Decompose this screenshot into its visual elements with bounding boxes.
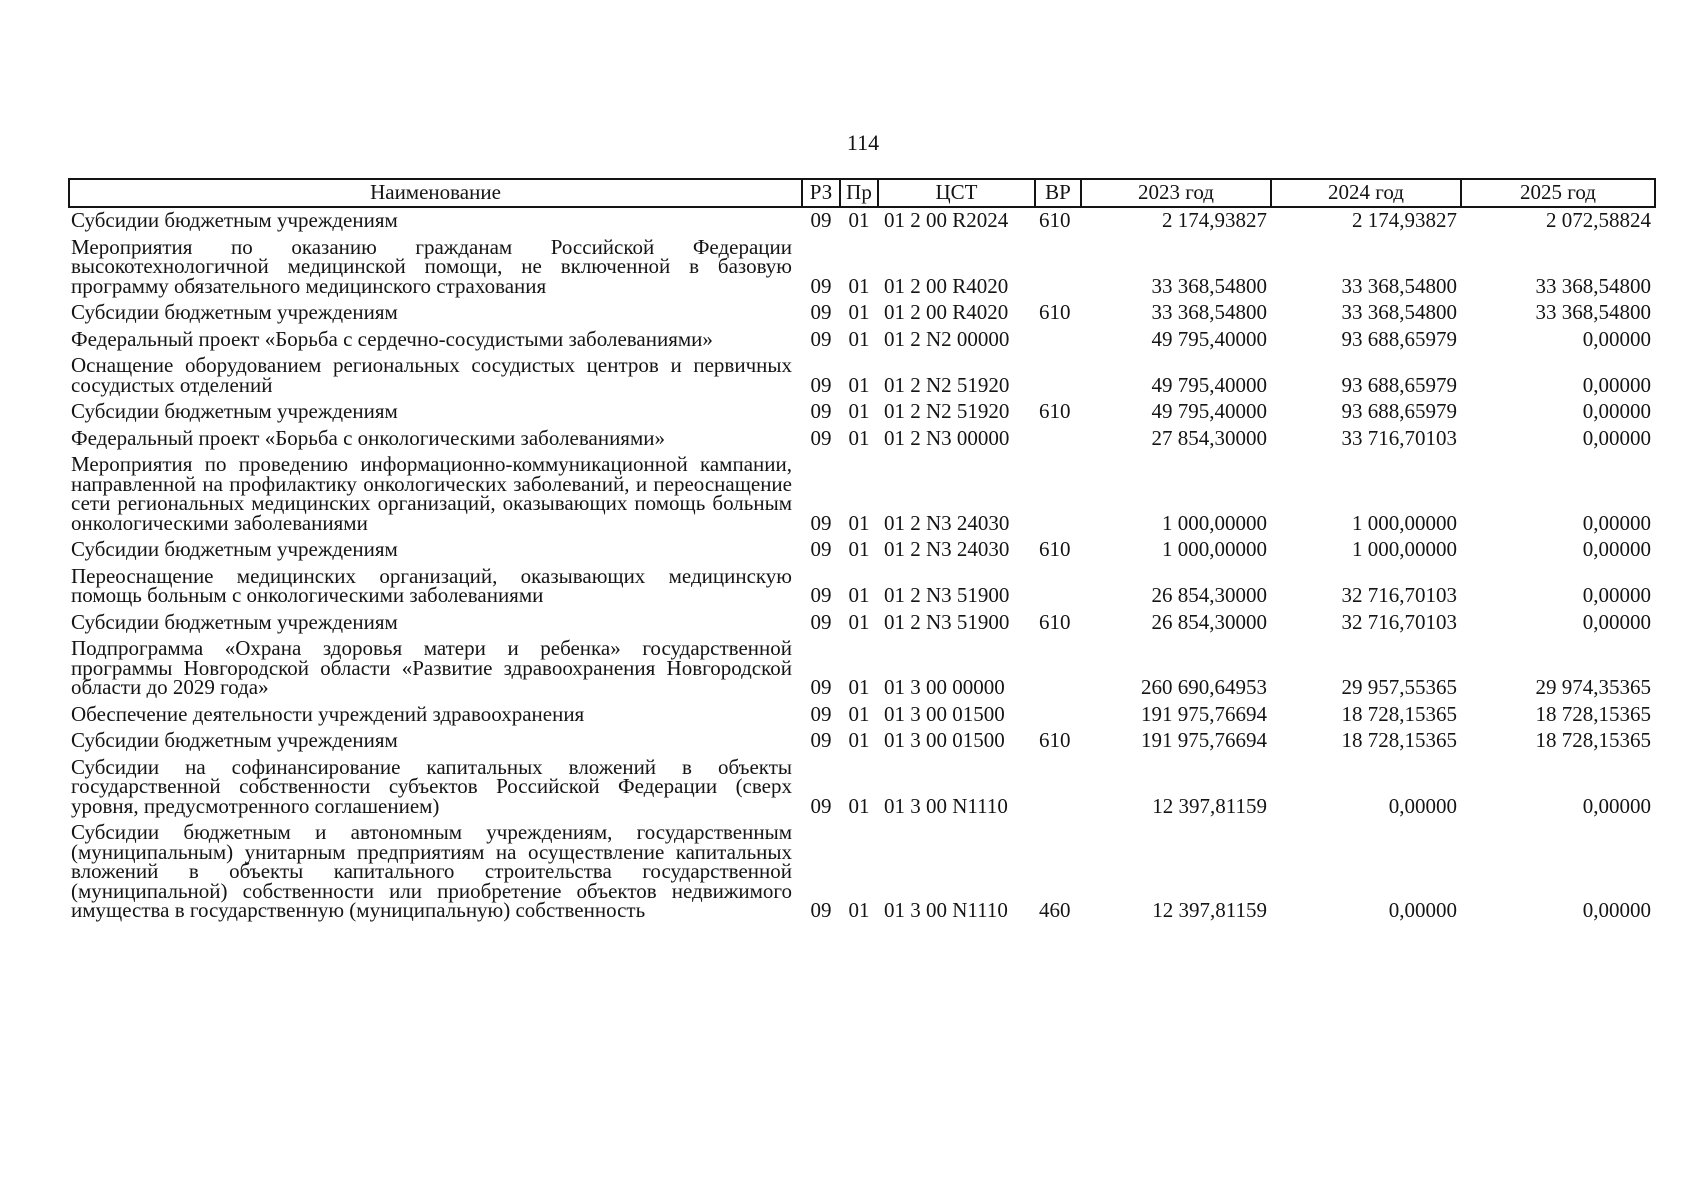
- cell-cst: 01 2 N3 24030: [884, 510, 1010, 535]
- header-2023: 2023 год: [1081, 179, 1271, 207]
- cell-pr: 01: [848, 372, 870, 397]
- cell-2025: 0,00000: [1582, 399, 1651, 423]
- cell-2025: 33 368,54800: [1535, 300, 1651, 324]
- cell-2025: 0,00000: [1582, 583, 1651, 607]
- table-row: [69, 728, 1655, 755]
- table-row: [69, 353, 1655, 399]
- cell-rz: 09: [810, 300, 832, 324]
- cell-cst: 01 2 00 R4020: [884, 273, 1009, 298]
- cell-2025: 0,00000: [1582, 793, 1651, 818]
- cell-vr: [1035, 235, 1081, 301]
- cell-cst: 01 3 00 00000: [884, 675, 1005, 699]
- cell-pr: 01: [848, 898, 870, 922]
- cell-2023: 12 397,81159: [1152, 898, 1267, 922]
- cell-2023: 191 975,76694: [1141, 728, 1267, 752]
- cell-2025: 0,00000: [1582, 425, 1651, 450]
- table-header: [69, 179, 1655, 207]
- cell-2023: 1 000,00000: [1162, 510, 1267, 535]
- cell-2024: 33 716,70103: [1341, 425, 1457, 450]
- cell-2025: 0,00000: [1582, 537, 1651, 561]
- cell-name: Переоснащение медицинских организаций, оказывающих медицинскую помощь больным с онкологическими заболеваниями: [71, 563, 792, 607]
- cell-2023: 26 854,30000: [1151, 609, 1267, 634]
- cell-2023: 33 368,54800: [1151, 273, 1267, 298]
- table-row: [69, 702, 1655, 729]
- cell-2024: 93 688,65979: [1341, 372, 1457, 397]
- cell-2023: 260 690,64953: [1141, 675, 1267, 699]
- table-row: [69, 452, 1655, 537]
- header-rz: РЗ: [802, 179, 840, 207]
- cell-pr: 01: [848, 537, 870, 561]
- cell-2024: 1 000,00000: [1352, 537, 1457, 561]
- cell-vr: 610: [1039, 609, 1071, 634]
- cell-rz: 09: [810, 675, 832, 699]
- cell-2023: 49 795,40000: [1151, 326, 1267, 351]
- cell-vr: [1035, 452, 1081, 537]
- table-row: [69, 426, 1655, 453]
- cell-2023: 12 397,81159: [1152, 793, 1267, 818]
- header-pr: Пр: [840, 179, 878, 207]
- cell-name: Субсидии бюджетным учреждениям: [71, 537, 398, 561]
- cell-2025: 0,00000: [1582, 326, 1651, 351]
- cell-name: Подпрограмма «Охрана здоровья матери и ребенка» государственной программы Новгородской области «Развитие здравоохранения Новгородской области до 2029 года»: [71, 636, 792, 699]
- cell-name: Мероприятия по оказанию гражданам Российской Федерации высокотехнологичной медицинской помощи, не включенной в базовую программу обязательного медицинского страхования: [71, 234, 792, 298]
- cell-cst: 01 2 N3 24030: [884, 537, 1010, 561]
- table-row: [69, 537, 1655, 564]
- table-row: [69, 300, 1655, 327]
- table-row: [69, 564, 1655, 610]
- cell-2024: 18 728,15365: [1341, 728, 1457, 752]
- cell-name: Субсидии бюджетным учреждениям: [71, 399, 398, 423]
- cell-name: Федеральный проект «Борьба с онкологическими заболеваниями»: [71, 425, 665, 450]
- cell-name: Субсидии бюджетным учреждениям: [71, 609, 398, 634]
- cell-pr: 01: [848, 326, 870, 351]
- cell-rz: 09: [810, 510, 832, 535]
- cell-pr: 01: [848, 609, 870, 634]
- table-row: [69, 235, 1655, 301]
- cell-vr: [1035, 755, 1081, 821]
- cell-pr: 01: [848, 793, 870, 818]
- page-number: 114: [846, 130, 880, 155]
- cell-pr: 01: [848, 583, 870, 607]
- cell-2023: 33 368,54800: [1151, 300, 1267, 324]
- cell-2025: 0,00000: [1582, 898, 1651, 922]
- cell-cst: 01 2 N2 51920: [884, 372, 1010, 397]
- table-row: [69, 207, 1655, 235]
- cell-vr: 610: [1039, 300, 1071, 324]
- cell-2024: 32 716,70103: [1341, 583, 1457, 607]
- cell-rz: 09: [810, 399, 832, 423]
- cell-vr: [1035, 564, 1081, 610]
- cell-rz: 09: [810, 326, 832, 351]
- cell-name: Мероприятия по проведению информационно-коммуникационной кампании, направленной на профилактику онкологических заболеваний, и переоснащение сети региональных медицинских организаций, оказывающих помощь больным онкологическими заболеваниями: [71, 452, 792, 535]
- header-name: Наименование: [69, 179, 802, 207]
- cell-cst: 01 3 00 01500: [884, 728, 1005, 752]
- cell-2024: 0,00000: [1388, 793, 1457, 818]
- cell-2023: 191 975,76694: [1141, 701, 1267, 726]
- cell-2025: 18 728,15365: [1535, 728, 1651, 752]
- table-row: [69, 636, 1655, 702]
- cell-rz: 09: [810, 898, 832, 922]
- cell-2023: 2 174,93827: [1162, 208, 1267, 232]
- cell-cst: 01 2 N2 51920: [884, 399, 1010, 423]
- cell-2025: 0,00000: [1582, 510, 1651, 535]
- cell-2025: 29 974,35365: [1535, 675, 1651, 699]
- cell-pr: 01: [848, 728, 870, 752]
- cell-vr: [1035, 636, 1081, 702]
- cell-rz: 09: [810, 372, 832, 397]
- cell-cst: 01 3 00 01500: [884, 701, 1005, 726]
- cell-name: Субсидии бюджетным учреждениям: [71, 728, 398, 752]
- cell-vr: 610: [1039, 537, 1071, 561]
- header-vr: ВР: [1035, 179, 1081, 207]
- cell-2024: 33 368,54800: [1341, 300, 1457, 324]
- cell-2023: 27 854,30000: [1151, 425, 1267, 450]
- cell-vr: 610: [1039, 728, 1071, 752]
- cell-2023: 49 795,40000: [1151, 372, 1267, 397]
- header-cst: ЦСТ: [878, 179, 1035, 207]
- cell-name: Оснащение оборудованием региональных сосудистых центров и первичных сосудистых отделений: [71, 353, 792, 397]
- cell-pr: 01: [848, 208, 870, 232]
- budget-table: [68, 178, 1656, 925]
- cell-cst: 01 3 00 N1110: [884, 898, 1008, 922]
- cell-pr: 01: [848, 675, 870, 699]
- cell-rz: 09: [810, 583, 832, 607]
- cell-rz: 09: [810, 537, 832, 561]
- cell-2024: 33 368,54800: [1341, 273, 1457, 298]
- cell-2024: 29 957,55365: [1341, 675, 1457, 699]
- cell-vr: 460: [1039, 898, 1071, 922]
- cell-rz: 09: [810, 273, 832, 298]
- cell-2024: 2 174,93827: [1352, 208, 1457, 232]
- cell-name: Субсидии бюджетным учреждениям: [71, 208, 398, 232]
- cell-cst: 01 3 00 N1110: [884, 793, 1008, 818]
- cell-rz: 09: [810, 609, 832, 634]
- cell-cst: 01 2 00 R4020: [884, 300, 1009, 324]
- table-body: [69, 207, 1655, 925]
- cell-vr: 610: [1039, 208, 1071, 232]
- cell-vr: [1035, 426, 1081, 453]
- table-row: [69, 610, 1655, 637]
- cell-vr: [1035, 702, 1081, 729]
- table-row: [69, 820, 1655, 925]
- cell-cst: 01 2 00 R2024: [884, 208, 1009, 232]
- table-row: [69, 327, 1655, 354]
- cell-rz: 09: [810, 425, 832, 450]
- cell-cst: 01 2 N2 00000: [884, 326, 1010, 351]
- cell-rz: 09: [810, 728, 832, 752]
- cell-vr: 610: [1039, 399, 1071, 423]
- cell-name: Обеспечение деятельности учреждений здравоохранения: [71, 701, 585, 726]
- cell-2025: 0,00000: [1582, 609, 1651, 634]
- cell-name: Субсидии на софинансирование капитальных вложений в объекты государственной собственности субъектов Российской Федерации (сверх уровня, предусмотренного соглашением): [71, 754, 792, 818]
- cell-2025: 2 072,58824: [1546, 208, 1651, 232]
- header-2024: 2024 год: [1271, 179, 1461, 207]
- header-row: [69, 179, 1655, 207]
- cell-pr: 01: [848, 701, 870, 726]
- cell-rz: 09: [810, 208, 832, 232]
- header-2025: 2025 год: [1461, 179, 1655, 207]
- cell-2024: 93 688,65979: [1341, 326, 1457, 351]
- cell-2024: 18 728,15365: [1341, 701, 1457, 726]
- cell-cst: 01 2 N3 51900: [884, 583, 1010, 607]
- cell-pr: 01: [848, 425, 870, 450]
- cell-name: Субсидии бюджетным и автономным учреждениям, государственным (муниципальным) унитарным предприятиям на осуществление капитальных вложений в объекты капитального строительства государственной (муниципальной) собственности или приобретение объектов недвижимого имущества в государственную (муниципальную) собственность: [71, 820, 792, 922]
- cell-cst: 01 2 N3 00000: [884, 425, 1010, 450]
- cell-vr: [1035, 327, 1081, 354]
- cell-2024: 1 000,00000: [1352, 510, 1457, 535]
- cell-pr: 01: [848, 399, 870, 423]
- table-row: [69, 755, 1655, 821]
- cell-pr: 01: [848, 300, 870, 324]
- cell-rz: 09: [810, 793, 832, 818]
- cell-2023: 49 795,40000: [1151, 399, 1267, 423]
- cell-2024: 93 688,65979: [1341, 399, 1457, 423]
- table-row: [69, 399, 1655, 426]
- cell-pr: 01: [848, 510, 870, 535]
- cell-2024: 0,00000: [1388, 898, 1457, 922]
- cell-2025: 18 728,15365: [1535, 701, 1651, 726]
- cell-name: Субсидии бюджетным учреждениям: [71, 300, 398, 324]
- cell-cst: 01 2 N3 51900: [884, 609, 1010, 634]
- cell-2025: 33 368,54800: [1535, 273, 1651, 298]
- cell-rz: 09: [810, 701, 832, 726]
- cell-2025: 0,00000: [1582, 372, 1651, 397]
- cell-name: Федеральный проект «Борьба с сердечно-сосудистыми заболеваниями»: [71, 326, 713, 351]
- cell-pr: 01: [848, 273, 870, 298]
- cell-2024: 32 716,70103: [1341, 609, 1457, 634]
- cell-2023: 1 000,00000: [1162, 537, 1267, 561]
- cell-vr: [1035, 353, 1081, 399]
- cell-2023: 26 854,30000: [1151, 583, 1267, 607]
